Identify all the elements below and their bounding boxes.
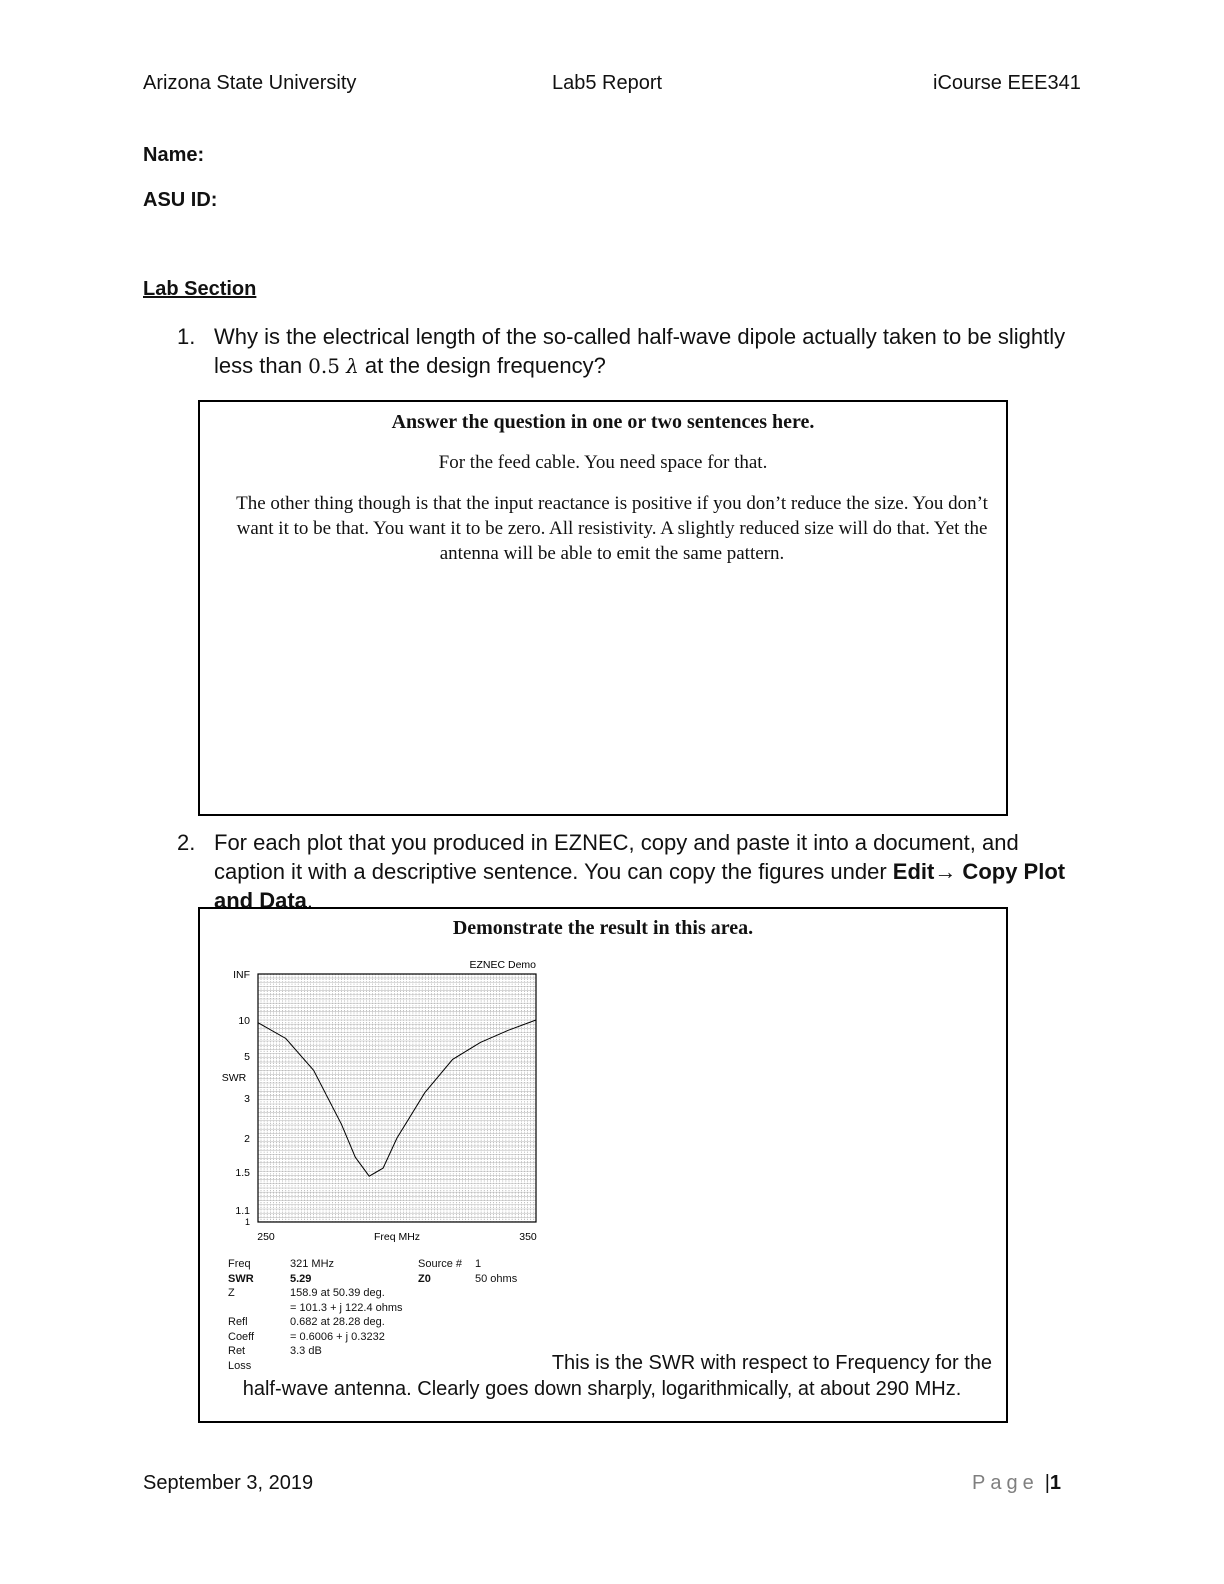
source-value: 1 [475,1258,482,1270]
y-tick-label: 10 [238,1015,250,1027]
plot-caption-line-2: half-wave antenna. Clearly goes down sharply, logarithmically, at about 290 MHz. [242,1378,962,1400]
question-2-text-a: For each plot that you produced in EZNEC, copy and paste it into a document, and caption it with a descriptive sentence. You can copy the figures under [214,830,1019,884]
question-2-menu-path: Edit→ Copy Plot and Data [214,859,1066,913]
source-label: Source # [418,1258,463,1270]
question-1-text-b: at the design frequency? [358,353,606,378]
z-label: Z [228,1287,235,1299]
answer-box-1-title: Answer the question in one or two sentences here. [391,411,815,433]
answer-line-1: For the feed cable. You need space for that. [438,452,768,473]
page-word: Page [972,1472,1039,1494]
plot-title: EZNEC Demo [469,959,536,971]
swr-plot [210,950,550,1250]
refl-coeff-polar: 0.682 at 28.28 deg. [290,1316,385,1328]
y-tick-label: 1 [244,1217,250,1227]
page-separator: | [1044,1472,1050,1494]
swr-label: SWR [228,1272,254,1285]
footer-date: September 3, 2019 [143,1472,314,1494]
name-label: Name: [143,144,205,166]
x-tick-250: 250 [257,1231,275,1243]
question-2-number: 2. [177,830,196,855]
refl-coeff-label: Refl Coeff [228,1316,255,1343]
question-1-number: 1. [177,324,196,349]
header-report-title: Lab5 Report [552,72,663,94]
lambda-symbol: λ [346,354,359,378]
z-value-rect: = 101.3 + j 122.4 ohms [290,1301,403,1314]
answer-box-1 [198,400,1008,816]
question-2-text-b: . [306,888,314,913]
z-value-polar: 158.9 at 50.39 deg. [290,1287,385,1299]
y-tick-label: INF [233,969,250,981]
x-axis-label: Freq MHz [373,1231,421,1243]
plot-caption-line-1: This is the SWR with respect to Frequency for the [551,1352,992,1374]
y-tick-label: 5 [244,1051,250,1063]
plot-frame [258,974,536,1222]
ret-loss-value: 3.3 dB [290,1345,322,1357]
refl-coeff-rect: = 0.6006 + j 0.3232 [290,1330,385,1343]
math-value: 0.5 [308,354,340,378]
z0-label: Z0 [418,1272,431,1285]
y-tick-label: 3 [244,1093,250,1105]
y-tick-label: 1.1 [235,1205,250,1217]
section-title: Lab Section [143,278,257,300]
asu-id-label: ASU ID: [143,189,218,211]
page-number: 1 [1049,1472,1062,1494]
footer-page [972,1472,1061,1495]
question-2-text [214,828,1074,915]
swr-value: 5.29 [290,1272,312,1285]
y-tick-label: 1.5 [235,1167,250,1179]
y-axis-label: SWR [221,1072,247,1084]
question-1-text-a: Why is the electrical length of the so-called half-wave dipole actually taken to be slightly less than [214,324,1066,378]
swr-series-line [258,1020,536,1176]
z0-value: 50 ohms [475,1272,518,1285]
x-tick-350: 350 [519,1231,537,1243]
plot-grid [258,974,536,1222]
y-tick-labels [233,969,250,1227]
answer-paragraph: The other thing though is that the input reactance is positive if you don’t reduce the size. You don’t want it to be that. You want it to be zero. All resistivity. A slightly reduced size will do that. Yet the antenna will be able to emit the same pattern. [236,493,988,564]
freq-value: 321 MHz [290,1258,335,1270]
header-course: iCourse EEE341 [933,72,1081,94]
result-box-title: Demonstrate the result in this area. [452,917,754,939]
question-1-text [214,322,1074,381]
freq-label: Freq [228,1258,251,1270]
y-tick-label: 2 [244,1133,250,1145]
header-university: Arizona State University [143,72,357,94]
ret-loss-label: Ret Loss [228,1345,252,1372]
